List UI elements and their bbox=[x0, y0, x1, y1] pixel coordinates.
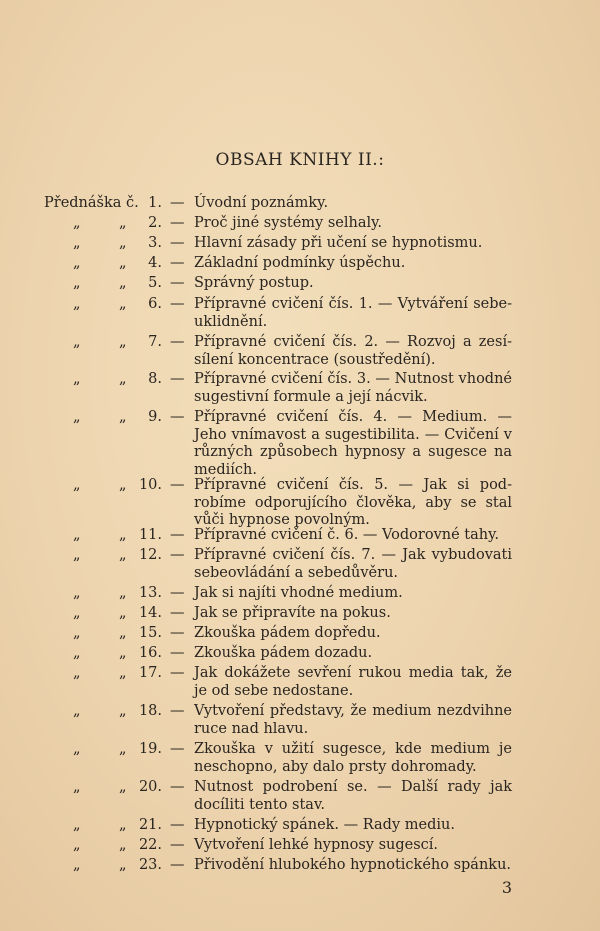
lecture-number: 15. bbox=[138, 625, 162, 641]
ditto-mark: „ bbox=[73, 477, 81, 493]
em-dash: — bbox=[170, 215, 185, 231]
ditto-mark: „ bbox=[73, 547, 81, 563]
lecture-title: Přípravné cvičení čís. 4. — Medium. — Jeho vnímavost a sugestibilita. — Cvičení v různých způsobech hypnosy a sugesce na mediích. bbox=[194, 409, 512, 478]
em-dash: — bbox=[170, 409, 185, 425]
toc-entry bbox=[0, 215, 600, 233]
em-dash: — bbox=[170, 371, 185, 387]
toc-entry bbox=[0, 235, 600, 253]
ditto-mark: „ bbox=[73, 837, 81, 853]
lecture-title: Jak se připravíte na pokus. bbox=[194, 605, 391, 621]
page-number: 3 bbox=[501, 878, 512, 897]
ditto-mark: „ bbox=[73, 275, 81, 291]
lecture-title: Přípravné cvičení čís. 3. — Nutnost vhodné sugestivní formule a její nácvik. bbox=[194, 371, 512, 405]
lecture-title: Přípravné cvičení čís. 7. — Jak vybudovati sebeovládání a sebedůvěru. bbox=[194, 547, 512, 581]
toc-entry bbox=[0, 645, 600, 663]
em-dash: — bbox=[170, 275, 185, 291]
em-dash: — bbox=[170, 235, 185, 251]
toc-entry bbox=[0, 477, 600, 530]
ditto-mark: „ bbox=[73, 741, 81, 757]
lecture-title: Jak dokážete sevření rukou media tak, že je od sebe nedostane. bbox=[194, 665, 512, 699]
ditto-mark: „ bbox=[119, 857, 127, 873]
toc-entry bbox=[0, 817, 600, 835]
ditto-mark: „ bbox=[119, 371, 127, 387]
lecture-title: Přípravné cvičení čís. 1. — Vytváření sebe- uklidnění. bbox=[194, 296, 512, 330]
lecture-title: Přivodění hlubokého hypnotického spánku. bbox=[194, 857, 512, 873]
ditto-mark: „ bbox=[119, 215, 127, 231]
em-dash: — bbox=[170, 837, 185, 853]
ditto-mark: „ bbox=[73, 527, 81, 543]
ditto-mark: „ bbox=[73, 703, 81, 719]
ditto-mark: „ bbox=[119, 334, 127, 350]
lecture-number: 7. bbox=[148, 334, 162, 350]
toc-entry bbox=[0, 275, 600, 293]
em-dash: — bbox=[170, 605, 185, 621]
lecture-number: 4. bbox=[148, 255, 162, 271]
ditto-mark: „ bbox=[73, 605, 81, 621]
em-dash: — bbox=[170, 645, 185, 661]
toc-entry bbox=[0, 703, 600, 738]
em-dash: — bbox=[170, 334, 185, 350]
ditto-mark: „ bbox=[73, 334, 81, 350]
em-dash: — bbox=[170, 195, 185, 211]
lecture-number: 20. bbox=[138, 779, 162, 795]
em-dash: — bbox=[170, 857, 185, 873]
lecture-title: Přípravné cvičení čís. 5. — Jak si pod- robíme odporujícího člověka, aby se stal vůči hypnose povolným. bbox=[194, 477, 512, 528]
lecture-number: 10. bbox=[138, 477, 162, 493]
lecture-title: Správný postup. bbox=[194, 275, 314, 291]
ditto-mark: „ bbox=[119, 547, 127, 563]
em-dash: — bbox=[170, 741, 185, 757]
em-dash: — bbox=[170, 625, 185, 641]
ditto-mark: „ bbox=[119, 779, 127, 795]
lecture-title: Základní podmínky úspěchu. bbox=[194, 255, 406, 271]
toc-entry bbox=[0, 527, 600, 545]
lecture-number: 9. bbox=[148, 409, 162, 425]
lecture-number: 14. bbox=[138, 605, 162, 621]
toc-entry bbox=[0, 255, 600, 273]
toc-entry bbox=[0, 334, 600, 369]
lecture-title: Zkouška pádem dopředu. bbox=[194, 625, 381, 641]
lecture-number: 5. bbox=[148, 275, 162, 291]
lecture-title: Hlavní zásady při učení se hypnotismu. bbox=[194, 235, 483, 251]
ditto-mark: „ bbox=[119, 703, 127, 719]
lecture-title: Úvodní poznámky. bbox=[194, 195, 329, 211]
em-dash: — bbox=[170, 817, 185, 833]
em-dash: — bbox=[170, 477, 185, 493]
em-dash: — bbox=[170, 547, 185, 563]
ditto-mark: „ bbox=[119, 645, 127, 661]
lecture-title: Zkouška v užití sugesce, kde medium je neschopno, aby dalo prsty dohromady. bbox=[194, 741, 512, 775]
lecture-title: Jak si najíti vhodné medium. bbox=[194, 585, 403, 601]
lecture-number: 13. bbox=[138, 585, 162, 601]
lecture-number: 2. bbox=[148, 215, 162, 231]
toc-entry bbox=[0, 296, 600, 331]
ditto-mark: „ bbox=[73, 625, 81, 641]
em-dash: — bbox=[170, 779, 185, 795]
toc-entry bbox=[0, 547, 600, 582]
lecture-number: 19. bbox=[138, 741, 162, 757]
lecture-number: 18. bbox=[138, 703, 162, 719]
ditto-mark: „ bbox=[119, 235, 127, 251]
em-dash: — bbox=[170, 527, 185, 543]
lecture-number: 3. bbox=[148, 235, 162, 251]
toc-entry bbox=[0, 741, 600, 776]
toc-entry bbox=[0, 837, 600, 855]
lecture-number: 17. bbox=[138, 665, 162, 681]
lecture-title: Vytvoření lehké hypnosy sugescí. bbox=[194, 837, 439, 853]
ditto-mark: „ bbox=[73, 215, 81, 231]
lecture-title: Přípravné cvičení čís. 2. — Rozvoj a zesí- sílení koncentrace (soustředění). bbox=[194, 334, 512, 368]
toc-entry bbox=[0, 195, 600, 213]
ditto-mark: „ bbox=[73, 235, 81, 251]
ditto-mark: „ bbox=[119, 605, 127, 621]
lecture-number: 1. bbox=[148, 195, 162, 211]
toc-entry bbox=[0, 585, 600, 603]
ditto-mark: „ bbox=[73, 665, 81, 681]
ditto-mark: „ bbox=[119, 477, 127, 493]
lecture-number: 6. bbox=[148, 296, 162, 312]
toc-entry bbox=[0, 605, 600, 623]
page-title: OBSAH KNIHY II.: bbox=[215, 150, 385, 170]
ditto-mark: „ bbox=[119, 296, 127, 312]
lecture-number: 8. bbox=[148, 371, 162, 387]
lecture-title: Vytvoření představy, že medium nezdvihne ruce nad hlavu. bbox=[194, 703, 512, 737]
toc-entry bbox=[0, 625, 600, 643]
lecture-number: 21. bbox=[138, 817, 162, 833]
ditto-mark: „ bbox=[73, 371, 81, 387]
em-dash: — bbox=[170, 703, 185, 719]
ditto-mark: „ bbox=[119, 837, 127, 853]
ditto-mark: „ bbox=[73, 409, 81, 425]
em-dash: — bbox=[170, 296, 185, 312]
ditto-mark: „ bbox=[119, 625, 127, 641]
lecture-title: Hypnotický spánek. — Rady mediu. bbox=[194, 817, 455, 833]
ditto-mark: „ bbox=[73, 296, 81, 312]
toc-entry bbox=[0, 857, 600, 875]
lecture-number: 23. bbox=[138, 857, 162, 873]
em-dash: — bbox=[170, 585, 185, 601]
ditto-mark: „ bbox=[73, 585, 81, 601]
lecture-title: Zkouška pádem dozadu. bbox=[194, 645, 373, 661]
toc-entry bbox=[0, 779, 600, 814]
ditto-mark: „ bbox=[119, 527, 127, 543]
ditto-mark: „ bbox=[119, 409, 127, 425]
em-dash: — bbox=[170, 665, 185, 681]
ditto-mark: „ bbox=[119, 585, 127, 601]
ditto-mark: „ bbox=[73, 645, 81, 661]
ditto-mark: „ bbox=[73, 255, 81, 271]
lecture-number: 12. bbox=[138, 547, 162, 563]
ditto-mark: „ bbox=[119, 665, 127, 681]
ditto-mark: „ bbox=[119, 741, 127, 757]
em-dash: — bbox=[170, 255, 185, 271]
ditto-mark: „ bbox=[119, 817, 127, 833]
lecture-number: 11. bbox=[138, 527, 162, 543]
lecture-title: Přípravné cvičení č. 6. — Vodorovné tahy. bbox=[194, 527, 499, 543]
lecture-prefix: Přednáška č. bbox=[44, 195, 139, 211]
lecture-title: Proč jiné systémy selhaly. bbox=[194, 215, 382, 231]
ditto-mark: „ bbox=[119, 255, 127, 271]
toc-entry bbox=[0, 665, 600, 700]
toc-entry bbox=[0, 371, 600, 406]
toc-entry bbox=[0, 409, 600, 479]
ditto-mark: „ bbox=[73, 817, 81, 833]
ditto-mark: „ bbox=[73, 779, 81, 795]
lecture-title: Nutnost podrobení se. — Další rady jak docíliti tento stav. bbox=[194, 779, 512, 813]
lecture-number: 22. bbox=[138, 837, 162, 853]
ditto-mark: „ bbox=[73, 857, 81, 873]
ditto-mark: „ bbox=[119, 275, 127, 291]
lecture-number: 16. bbox=[138, 645, 162, 661]
